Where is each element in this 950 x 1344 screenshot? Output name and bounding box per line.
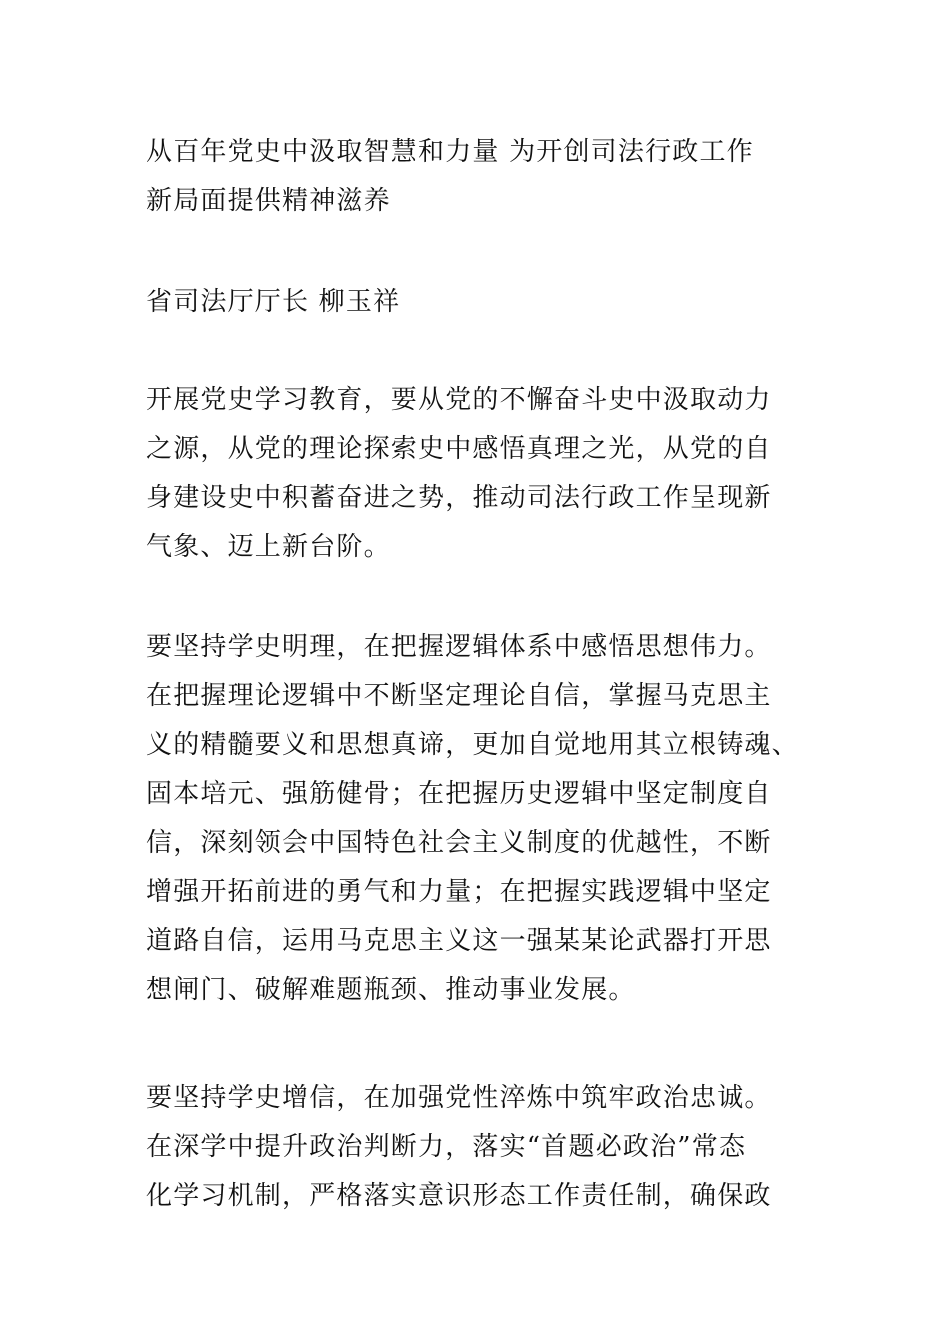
document-title: 从百年党史中汲取智慧和力量 为开创司法行政工作 新局面提供精神滋养 — [146, 137, 754, 216]
paragraph-1: 开展党史学习教育，要从党的不懈奋斗史中汲取动力 之源，从党的理论探索史中感悟真理之光，从党的自 身建设史中积蓄奋进之势，推动司法行政工作呈现新 气象、迈上新台阶。 — [146, 385, 772, 562]
paragraph-2: 要坚持学史明理，在把握逻辑体系中感悟思想伟力。 在把握理论逻辑中不断坚定理论自信，掌握马克思主 义的精髓要义和思想真谛，更加自觉地用其立根铸魂、 固本培元、强筋健骨；在把握历史逻辑中坚定制度自 信，深刻领会中国特色社会主义制度的优越性，不断 增强开拓前进的勇气和力量；在把握实践逻辑中坚定 道路自信，运用马克思主义这一强某某论武器打开思 想闸门、破解难题瓶颈、推动事业发展。 — [146, 632, 799, 1005]
document-author: 省司法厅厅长 柳玉祥 — [146, 287, 401, 317]
paragraph-3: 要坚持学史增信，在加强党性淬炼中筑牢政治忠诚。 在深学中提升政治判断力，落实“首题必政治”常态 化学习机制，严格落实意识形态工作责任制，确保政 — [146, 1083, 772, 1211]
